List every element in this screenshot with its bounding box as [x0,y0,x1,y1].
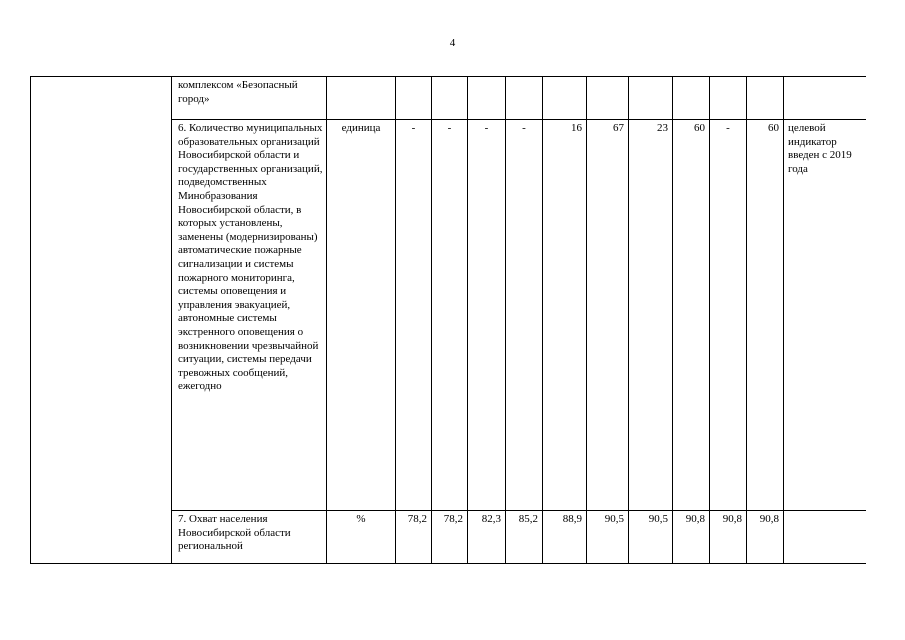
indicator-note [784,77,866,120]
value-cell [710,77,747,120]
value-cell: 90,8 [673,511,710,564]
value-cell: 60 [747,120,784,511]
value-cell [629,77,673,120]
value-cell: 78,2 [396,511,432,564]
value-cell [587,77,629,120]
table-row [31,77,866,120]
value-cell: 90,8 [747,511,784,564]
value-cell: - [396,120,432,511]
indicator-unit [327,77,396,120]
indicator-description: 6. Количество муниципальных образовательных организаций Новосибирской области и государственных организаций, подведомственных Минобразования Новосибирской области, в которых установлены, заменены (модернизированы) автоматические пожарные сигнализации и системы пожарного мониторинга, системы оповещения и управления эвакуацией, автономные системы экстренного оповещения о возникновении чрезвычайной ситуации, системы передачи тревожных сообщений, ежегодно [172,120,327,511]
page-number: 4 [449,37,456,49]
value-cell: - [506,120,543,511]
value-cell: 90,8 [710,511,747,564]
value-cell: 67 [587,120,629,511]
indicator-unit: единица [327,120,396,511]
value-cell [543,77,587,120]
value-cell: - [468,120,506,511]
indicator-unit: % [327,511,396,564]
value-cell [747,77,784,120]
value-cell: 90,5 [629,511,673,564]
value-cell: 23 [629,120,673,511]
value-cell [506,77,543,120]
indicator-note [784,511,866,564]
value-cell: 60 [673,120,710,511]
indicator-description: комплексом «Безопасный город» [172,77,327,120]
indicator-table [30,76,866,564]
value-cell: 78,2 [432,511,468,564]
value-cell [468,77,506,120]
value-cell [432,77,468,120]
value-cell: - [710,120,747,511]
value-cell: 82,3 [468,511,506,564]
value-cell: 88,9 [543,511,587,564]
indicator-note: целевой индикатор введен с 2019 года [784,120,866,511]
value-cell: - [432,120,468,511]
value-cell [673,77,710,120]
value-cell [396,77,432,120]
section-cell [31,77,172,564]
value-cell: 90,5 [587,511,629,564]
value-cell: 16 [543,120,587,511]
indicator-description: 7. Охват населения Новосибирской области региональной [172,511,327,564]
value-cell: 85,2 [506,511,543,564]
